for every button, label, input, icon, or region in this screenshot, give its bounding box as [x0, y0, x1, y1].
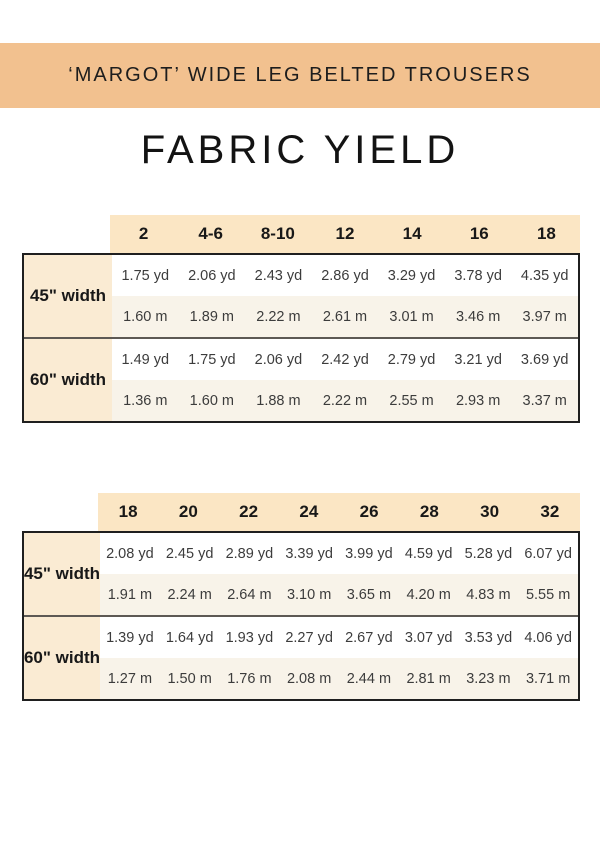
size-header-cell: 20 — [158, 493, 218, 531]
size-header-cell: 12 — [311, 215, 378, 253]
yield-value-cell: 2.06 yd — [245, 339, 312, 380]
yield-value-cell: 1.76 m — [220, 658, 280, 699]
yield-value-cell: 1.88 m — [245, 380, 312, 421]
size-header-cell: 30 — [460, 493, 520, 531]
yield-value-cell: 4.20 m — [399, 574, 459, 615]
yield-value-cell: 3.10 m — [279, 574, 339, 615]
yield-value-cell: 2.55 m — [378, 380, 445, 421]
yield-value-cell: 1.89 m — [179, 296, 246, 337]
yield-value-cell: 1.64 yd — [160, 617, 220, 658]
yield-value-cell: 2.45 yd — [160, 533, 220, 574]
yield-value-cell: 3.21 yd — [445, 339, 512, 380]
yield-value-cell: 2.86 yd — [312, 255, 379, 296]
yield-value-cell: 1.60 m — [112, 296, 179, 337]
fabric-yield-table-sizes-2-18 — [22, 215, 580, 423]
table-corner-spacer — [22, 215, 110, 253]
size-header-cell: 14 — [379, 215, 446, 253]
yield-value-cell: 2.42 yd — [312, 339, 379, 380]
yield-value-cell: 3.53 yd — [459, 617, 519, 658]
table-corner-spacer — [22, 493, 98, 531]
yield-value-cell: 2.06 yd — [179, 255, 246, 296]
yield-value-cell: 3.65 m — [339, 574, 399, 615]
yield-value-cell: 1.50 m — [160, 658, 220, 699]
yield-value-cell: 3.07 yd — [399, 617, 459, 658]
size-header-cell: 8-10 — [244, 215, 311, 253]
page — [0, 43, 600, 701]
size-header-cell: 2 — [110, 215, 177, 253]
fabric-yield-table-sizes-18-32 — [22, 493, 580, 701]
yield-value-cell: 3.99 yd — [339, 533, 399, 574]
yield-value-cell: 2.08 m — [279, 658, 339, 699]
yield-value-cell: 5.28 yd — [459, 533, 519, 574]
pattern-name-banner — [0, 43, 600, 108]
yield-value-cell: 3.46 m — [445, 296, 512, 337]
size-header-row — [22, 493, 580, 531]
yield-value-cell: 2.27 yd — [279, 617, 339, 658]
yield-value-cell: 4.59 yd — [399, 533, 459, 574]
width-row-group — [24, 255, 578, 337]
yield-value-cell: 1.36 m — [112, 380, 179, 421]
yield-value-cell: 3.71 m — [518, 658, 578, 699]
yield-value-cell: 3.69 yd — [511, 339, 578, 380]
width-label-cell: 45" width — [24, 533, 100, 615]
size-header-cell: 32 — [520, 493, 580, 531]
yield-value-cell: 2.81 m — [399, 658, 459, 699]
size-header-cell: 18 — [98, 493, 158, 531]
yield-value-cell: 3.97 m — [511, 296, 578, 337]
width-row-group — [24, 533, 578, 615]
size-header-row — [22, 215, 580, 253]
yield-value-cell: 4.35 yd — [511, 255, 578, 296]
yield-value-cell: 1.75 yd — [179, 339, 246, 380]
width-label-cell: 60" width — [24, 617, 100, 699]
size-header-cell: 26 — [339, 493, 399, 531]
width-label-cell: 45" width — [24, 255, 112, 337]
yield-value-cell: 2.93 m — [445, 380, 512, 421]
width-row-group — [24, 337, 578, 421]
yield-value-cell: 1.75 yd — [112, 255, 179, 296]
yield-value-cell: 1.49 yd — [112, 339, 179, 380]
yield-value-cell: 1.27 m — [100, 658, 160, 699]
yield-value-cell: 4.83 m — [459, 574, 519, 615]
yield-table-body — [22, 531, 580, 701]
yield-value-cell: 3.39 yd — [279, 533, 339, 574]
yield-value-cell: 4.06 yd — [518, 617, 578, 658]
yield-value-cell: 3.23 m — [459, 658, 519, 699]
yield-value-cell: 2.44 m — [339, 658, 399, 699]
yield-value-cell: 2.24 m — [160, 574, 220, 615]
yield-value-cell: 2.79 yd — [378, 339, 445, 380]
size-header-cell: 18 — [513, 215, 580, 253]
yield-value-cell: 3.01 m — [378, 296, 445, 337]
yield-value-cell: 3.29 yd — [378, 255, 445, 296]
size-header-cell: 4-6 — [177, 215, 244, 253]
yield-value-cell: 2.61 m — [312, 296, 379, 337]
size-header-cell: 28 — [399, 493, 459, 531]
width-label-cell: 60" width — [24, 339, 112, 421]
page-title: FABRIC YIELD — [140, 128, 460, 172]
yield-value-cell: 2.22 m — [312, 380, 379, 421]
yield-value-cell: 6.07 yd — [518, 533, 578, 574]
yield-value-cell: 2.08 yd — [100, 533, 160, 574]
yield-value-cell: 1.93 yd — [220, 617, 280, 658]
size-header-cell: 22 — [219, 493, 279, 531]
size-header-cell: 24 — [279, 493, 339, 531]
width-row-group — [24, 615, 578, 699]
yield-value-cell: 2.67 yd — [339, 617, 399, 658]
yield-value-cell: 3.78 yd — [445, 255, 512, 296]
yield-value-cell: 2.89 yd — [220, 533, 280, 574]
yield-value-cell: 2.64 m — [220, 574, 280, 615]
yield-value-cell: 5.55 m — [518, 574, 578, 615]
pattern-name-text: ‘MARGOT’ WIDE LEG BELTED TROUSERS — [68, 64, 532, 86]
size-header-cell: 16 — [446, 215, 513, 253]
yield-value-cell: 1.39 yd — [100, 617, 160, 658]
yield-value-cell: 2.22 m — [245, 296, 312, 337]
yield-value-cell: 1.91 m — [100, 574, 160, 615]
yield-table-body — [22, 253, 580, 423]
yield-value-cell: 1.60 m — [179, 380, 246, 421]
yield-value-cell: 2.43 yd — [245, 255, 312, 296]
yield-value-cell: 3.37 m — [511, 380, 578, 421]
